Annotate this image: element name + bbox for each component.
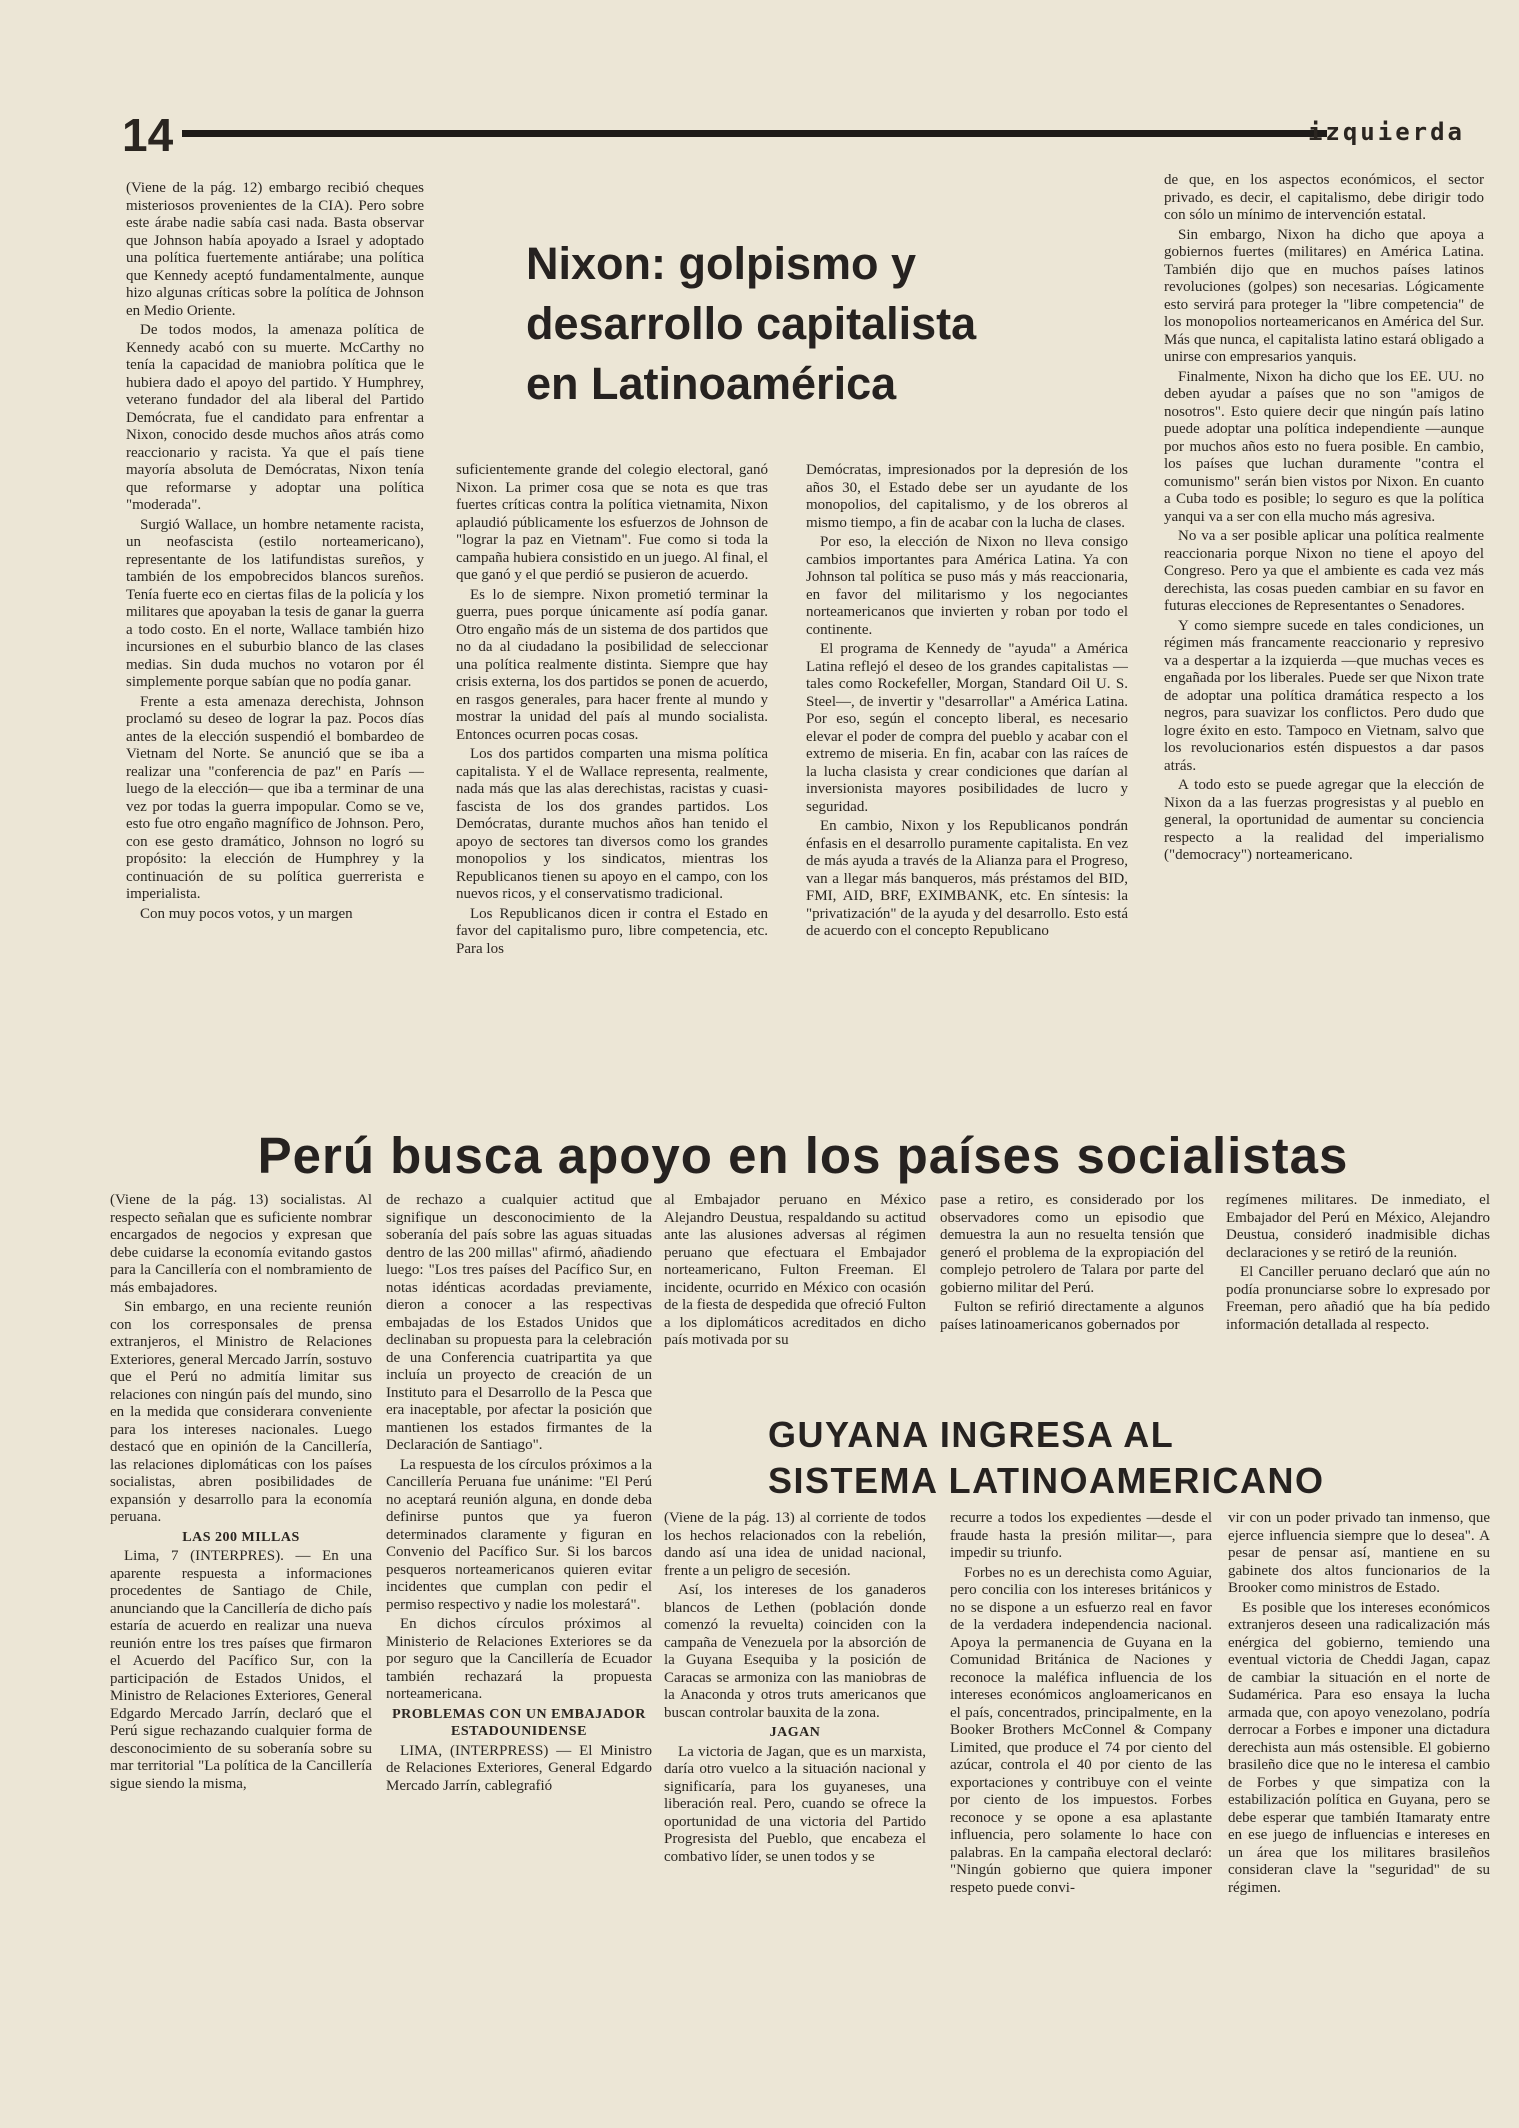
peru-column-1	[110, 1192, 372, 2114]
nixon-headline-line: desarrollo capitalista	[526, 298, 977, 349]
nixon-column-3	[806, 462, 1128, 1114]
paragraph: Demócratas, impresionados por la depresión de los años 30, el Estado debe ser un ayudante de los monopolios, del capitalismo, y de los obreros al mismo tiempo, a fin de acabar con la lucha de clases.	[806, 462, 1128, 531]
paragraph: Lima, 7 (INTERPRES). — En una aparente respuesta a informaciones procedentes de Santiago de Chile, anunciando que la Cancillería de dicho país estaría de acuerdo en realizar una nueva reunión entre los tres países que firmaron el Acuerdo del Pacífico Sur, con la participación de Estados Unidos, el Ministro de Relaciones Exteriores, General Edgardo Mercado Jarrín, declaró que el Perú sigue rechazando cualquier forma de desconocimiento de su soberanía sobre su mar territorial "La política de la Cancillería sigue siendo la misma,	[110, 1548, 372, 1792]
paragraph: El programa de Kennedy de "ayuda" a América Latina reflejó el deseo de los grandes capitalistas —tales como Rockefeller, Morgan, Standard Oil U. S. Steel—, de invertir y "desarrollar" a América Latina. Por eso, según el concepto liberal, es necesario elevar el poder de compra del pueblo y acabar con el extremo de miseria. En fin, acabar con las raíces de la lucha clasista y crear condiciones que darían al inversionista mayores posibilidades de lucro y seguridad.	[806, 641, 1128, 815]
paragraph: Así, los intereses de los ganaderos blancos de Lethen (población donde comenzó la revuelta) coinciden con la campaña de Venezuela por la absorción de la Guyana Esequiba y la posición de Caracas se armoniza con las maniobras de la Anaconda y otros truts americanos que buscan controlar bauxita de la zona.	[664, 1582, 926, 1721]
guyana-column-3	[1228, 1510, 1490, 2114]
paragraph: regímenes militares. De inmediato, el Embajador del Perú en México, Alejandro Deustua, consideró inadmisible dichas declaraciones y se retiró de la reunión.	[1226, 1192, 1490, 1261]
subheading: JAGAN	[769, 1725, 821, 1740]
paragraph: (Viene de la pág. 13) socialistas. Al respecto señalan que es suficiente nombrar encargados de negocios y expresan que debe cuidarse la economía evitando gastos para la Cancillería con el nombramiento de más embajadores.	[110, 1192, 372, 1296]
paragraph: Y como siempre sucede en tales condiciones, un régimen más francamente reaccionario y represivo va a despertar a la izquierda —que muchas veces es engañada por los liberales. Puede ser que Nixon trate de adoptar una política dramática respecto a los negros, para suavizar los conflictos. Pero dudo que logre éxito en esto. Tampoco en Vietnam, salvo que los revolucionarios estén dispuestos a dar pasos atrás.	[1164, 617, 1484, 774]
paragraph: Es lo de siempre. Nixon prometió terminar la guerra, pues porque únicamente así podía ganar. Otro engaño más de un sistema de dos partidos que no da al ciudadano la posibilidad de seleccionar una política realmente distinta. Siempre que hay crisis externa, los dos partidos se ponen de acuerdo, en rasgos generales, para hacer frente al mundo y mostrar la unidad del país al mundo socialista. Entonces ocurren pocas cosas.	[456, 586, 768, 743]
paragraph: Los dos partidos comparten una misma política capitalista. Y el de Wallace representa, realmente, nada más que las alas derechistas, racistas y cuasi-fascista de los dos grandes partidos. Los Demócratas, durante muchos años han tenido el apoyo de sectores tan diversos como los grandes monopolios y los sindicatos, mientras los Republicanos tienen su apoyo en el campo, con los nuevos ricos, y el conservatismo tradicional.	[456, 746, 768, 902]
peru-column-2	[386, 1192, 652, 2114]
paragraph: LIMA, (INTERPRESS) — El Ministro de Relaciones Exteriores, General Edgardo Mercado Jarrín, cablegrafió	[386, 1742, 652, 1794]
guyana-column-1	[664, 1510, 926, 2114]
paragraph: (Viene de la pág. 12) embargo recibió cheques misteriosos provenientes de la CIA). Pero sobre este árabe nadie sabía casi nada. Basta observar que Johnson había apoyado a Israel y adoptado una política fuertemente antiárabe; una política que Kennedy aceptó fundamentalmente, aunque hizo algunas críticas sobre la política de Johnson en Medio Oriente.	[126, 180, 424, 319]
paragraph: Fulton se refirió directamente a algunos países latinoamericanos gobernados por	[940, 1299, 1204, 1333]
header-rule	[182, 130, 1327, 137]
subheading: LAS 200 MILLAS	[182, 1529, 300, 1545]
page-number: 14	[122, 109, 174, 161]
paragraph: suficientemente grande del colegio electoral, ganó Nixon. La primer cosa que se nota es que tras fuertes críticas contra la política vietnamita, Nixon aplaudió públicamente los esfuerzos de Johnson de "lograr la paz en Vietnam". Fue como si toda la campaña hubiera consistido en un juego. Al final, el que ganó y el que perdió se pusieron de acuerdo.	[456, 462, 768, 583]
paragraph: La respuesta de los círculos próximos a la Cancillería Peruana fue unánime: "El Perú no aceptará reunión alguna, en donde deba definirse puntos que ya fueron determinados claramente y figuran en Convenio del Pacífico Sur. Si los barcos pesqueros norteamericanos quieren evitar incidentes que cumplan con pedir el permiso respectivo y nadie los molestará".	[386, 1456, 652, 1613]
paragraph: pase a retiro, es considerado por los observadores como un episodio que demuestra la aun no resuelta tensión que generó el problema de la expropiación del complejo petrolero de Talara por parte del gobierno militar del Perú.	[940, 1192, 1204, 1296]
nixon-column-4	[1164, 172, 1484, 1114]
paragraph: Por eso, la elección de Nixon no lleva consigo cambios importantes para América Latina. Ya con Johnson tal política se puso más y más reaccionaria, en favor del militarismo y los negociantes norteamericanos que invierten y roban por todo el continente.	[806, 534, 1128, 638]
paragraph: Es posible que los intereses económicos extranjeros deseen una radicalización más enérgica del gobierno, temiendo una eventual victoria de Cheddi Jagan, capaz de cambiar la situación en el norte de Sudamérica. Para eso ensaya la lucha armada que, con apoyo venezolano, podría derrocar a Forbes e imponer una dictadura derechista aun más ostensible. El gobierno brasileño dice que no le interesa el cambio de Forbes y que simpatiza con la estabilización política en Guyana, pero se debe esperar que también Itamaraty entre en ese juego de influencias e intereses en un área que los militares brasileños consideran clave la "seguridad" de su régimen.	[1228, 1599, 1490, 1896]
guyana-column-2	[950, 1510, 1212, 2114]
paragraph: de que, en los aspectos económicos, el sector privado, es decir, el capitalismo, debe dirigir todo con sólo un mínimo de intervención estatal.	[1164, 172, 1484, 223]
nixon-headline-line: en Latinoamérica	[526, 358, 897, 409]
paragraph: recurre a todos los expedientes —desde el fraude hasta la presión militar—, para impedir su triunfo.	[950, 1510, 1212, 1561]
peru-column-5	[1226, 1192, 1490, 1406]
paragraph: Finalmente, Nixon ha dicho que los EE. UU. no deben ayudar a países que no son "amigos de nosotros". Esto quiere decir que ningún país latino puede adoptar una política independiente —aunque por muchos años esto no fuera posible. En cambio, los países que luchan duramente "contra el comunismo" serán bien vistos por Nixon. En cuanto a Cuba todo es posible; lo seguro es que la política yanqui va a ser con ella mucho más agresiva.	[1164, 368, 1484, 525]
nixon-headline	[526, 234, 1106, 414]
peru-column-3	[664, 1192, 926, 1406]
paragraph: (Viene de la pág. 13) al corriente de todos los hechos relacionados con la rebelión, dando así una idea de unidad nacional, frente a un peligro de secesión.	[664, 1510, 926, 1579]
nixon-column-1	[126, 180, 424, 1114]
paragraph: Con muy pocos votos, y un margen	[140, 905, 353, 922]
paragraph: No va a ser posible aplicar una política realmente reaccionaria porque Nixon no tiene el apoyo del Congreso. Pero ya que el ambiente es cada vez más derechista, las cosas pueden cambiar en su favor en futuras elecciones de Representantes o Senadores.	[1164, 528, 1484, 614]
peru-headline: Perú busca apoyo en los países socialistas	[257, 1127, 1349, 1184]
paragraph: al Embajador peruano en México Alejandro Deustua, respaldando su actitud ante las alusiones adversas al régimen peruano que efectuara el Embajador norteamericano, Fulton Freeman. El incidente, ocurrido en México con ocasión de la fiesta de despedida que ofreció Fulton a los diplomáticos acreditados en dicho país motivada por su	[664, 1192, 926, 1348]
nixon-headline-line: Nixon: golpismo y	[526, 238, 917, 289]
peru-column-4	[940, 1192, 1204, 1406]
guyana-headline-line: GUYANA INGRESA AL	[768, 1414, 1175, 1455]
publication-title: izquierda	[1307, 118, 1465, 146]
paragraph: Frente a esta amenaza derechista, Johnson proclamó su deseo de lograr la paz. Pocos días antes de la elección suspendió el bombardeo de Vietnam del Norte. Se anunció que se iba a realizar una "conferencia de paz" en París —luego de la elección— que iba a terminar de una vez por todas la guerra impopular. Como se ve, esto fue otro engaño magnífico de Johnson. Pero, con ese gesto dramático, Johnson no logró su propósito: la elección de Humphrey y la continuación de su política guerrerista e imperialista.	[126, 693, 424, 902]
paragraph: Sin embargo, Nixon ha dicho que apoya a gobiernos fuertes (militares) en América Latina. También dijo que en muchos países latinos revoluciones (golpes) son necesarias. Lógicamente esto servirá para proteger la "libre competencia" de los monopolios norteamericanos en América del Sur. Más que nunca, el capitalista latino estará obligado a unirse con empresarios yanquis.	[1164, 226, 1484, 365]
nixon-column-2	[456, 462, 768, 1114]
paragraph: De todos modos, la amenaza política de Kennedy acabó con su muerte. McCarthy no tenía la capacidad de maniobra política que le hubiera dado el apoyo del partido. Y Humphrey, veterano fundador del ala liberal del Partido Demócrata, fue el candidato para enfrentar a Nixon, conocido desde muchos años atrás como reaccionario y racista. Ya que el país tiene mayoría absoluta de Demócratas, Nixon tenía que reformarse y adoptar una política "moderada".	[126, 322, 424, 513]
paragraph: Forbes no es un derechista como Aguiar, pero concilia con los intereses británicos y no se dispone a un esfuerzo real en favor de la verdadera independencia nacional. Apoya la permanencia de Guyana en la Comunidad Británica de Naciones y reconoce la maléfica influencia de los intereses económicos angloamericanos en el país, concentrados, principalmente, en la Booker Brothers McConnel & Company Limited, que produce el 74 por ciento del azúcar, controla el 40 por ciento de las exportaciones y contribuye con el veinte por ciento de los impuestos. Forbes reconoce y se opone a esa aplastante influencia, pero solamente lo hace con palabras. En la campaña electoral declaró: "Ningún gobierno que quiera imponer respeto puede convi-	[950, 1564, 1212, 1896]
paragraph: El Canciller peruano declaró que aún no podía pronunciarse sobre lo expresado por Freeman, pero añadió que ha bía pedido información detallada al respecto.	[1226, 1264, 1490, 1333]
paragraph: Los Republicanos dicen ir contra el Estado en favor del capitalismo puro, libre competencia, etc. Para los	[456, 905, 768, 957]
paragraph: A todo esto se puede agregar que la elección de Nixon da a las fuerzas progresistas y al pueblo en general, la oportunidad de aumentar su conciencia respecto a la realidad del imperialismo ("democracy") norteamericano.	[1164, 777, 1484, 863]
paragraph: de rechazo a cualquier actitud que signifique un desconocimiento de la soberanía del país sobre las aguas situadas dentro de las 200 millas" afirmó, añadiendo luego: "Los tres países del Pacífico Sur, en notas idénticas acordadas previamente, dieron a conocer a las respectivas embajadas de los Estados Unidos que declinaban su propuesta para la celebración de una Conferencia cuatripartita ya que incluía un proyecto de creación de un Instituto para el Desarrollo de la Pesca que era inaceptable, por afectar la posición que mantienen los estados firmantes de la Declaración de Santiago".	[386, 1192, 652, 1453]
paragraph: En dichos círculos próximos al Ministerio de Relaciones Exteriores se da por seguro que la Cancillería de Ecuador también rechazará la propuesta norteamericana.	[386, 1616, 652, 1702]
paragraph: Surgió Wallace, un hombre netamente racista, un neofascista (estilo norteamericano), representante de los latifundistas sureños, y también de los empobrecidos blancos sureños. Tenía fuerte eco en ciertas filas de la policía y los militares que apoyaban la tesis de ganar la guerra a todo costo. En el norte, Wallace también hizo incursiones en el suburbio blanco de las clases medias. Sin duda muchos no votaron por él simplemente porque sabían que no podía ganar.	[126, 516, 424, 690]
guyana-headline-line: SISTEMA LATINOAMERICANO	[768, 1460, 1325, 1501]
subheading: PROBLEMAS CON UN EMBAJADOR ESTADOUNIDENSE	[392, 1706, 646, 1739]
paragraph: Sin embargo, en una reciente reunión con los corresponsales de prensa extranjeros, el Ministro de Relaciones Exteriores, general Mercado Jarrín, sostuvo que el Perú no admitía limitar sus relaciones con ningún país del mundo, sino en la medida que considerara conveniente para los intereses nacionales. Luego destacó que en opinión de la Cancillería, las relaciones diplomáticas con los países socialistas, abren posibilidades de expansión y desarrollo para la economía peruana.	[110, 1299, 372, 1525]
paragraph: La victoria de Jagan, que es un marxista, daría otro vuelco a la situación nacional y significaría, para los guyaneses, una liberación real. Pero, cuando se ofrece la oportunidad de una victoria del Partido Progresista del Pueblo, que encabeza el combativo líder, se unen todos y se	[664, 1743, 926, 1865]
guyana-headline	[768, 1412, 1408, 1504]
paragraph: vir con un poder privado tan inmenso, que ejerce influencia siempre que lo desea". A pesar de pensar así, mantiene en su gabinete dos altos funcionarios de la Brooker como ministros de Estado.	[1228, 1510, 1490, 1596]
paragraph: En cambio, Nixon y los Republicanos pondrán énfasis en el desarrollo puramente capitalista. En vez de más ayuda a través de la Alianza para el Progreso, van a llegar más banqueros, más préstamos del BID, FMI, AID, BRF, EXIMBANK, etc. En síntesis: la "privatización" de la ayuda y del desarrollo. Esto está de acuerdo con el concepto Republicano	[806, 818, 1128, 939]
